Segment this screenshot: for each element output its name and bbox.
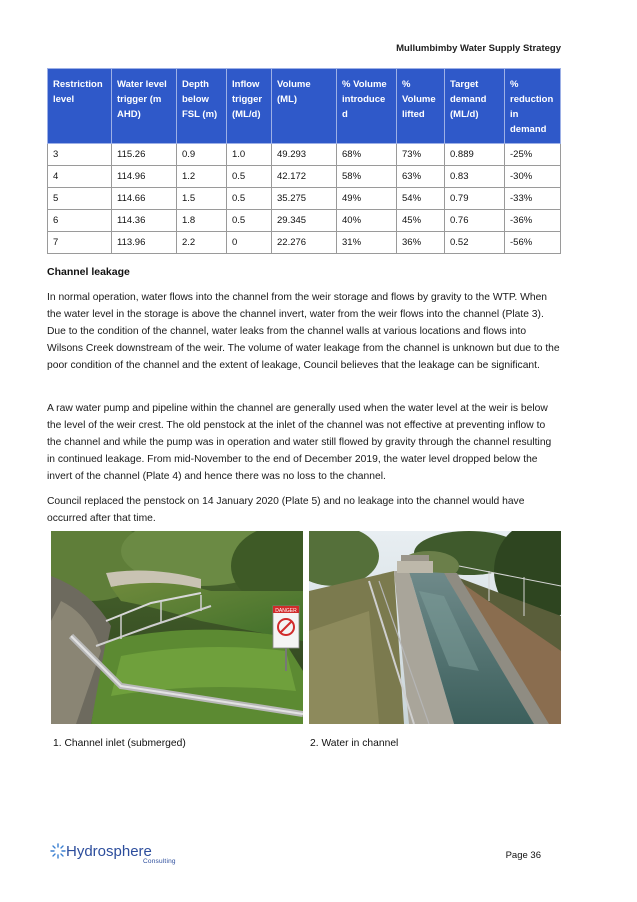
table-cell: 45% <box>397 210 445 232</box>
table-cell: 4 <box>48 166 112 188</box>
table-row <box>48 210 561 232</box>
table-cell: 49.293 <box>272 144 337 166</box>
table-cell: -25% <box>505 144 561 166</box>
table-cell: 0.5 <box>227 166 272 188</box>
restriction-levels-table <box>47 68 560 254</box>
table-cell: 1.5 <box>177 188 227 210</box>
table-row <box>48 166 561 188</box>
table-cell: 0.889 <box>445 144 505 166</box>
table-cell: 5 <box>48 188 112 210</box>
photo-caption-right: 2. Water in channel <box>310 738 399 749</box>
table-cell: 1.8 <box>177 210 227 232</box>
column-header: % Volume introduce d <box>337 69 397 144</box>
table-cell: 35.275 <box>272 188 337 210</box>
column-header: Depth below FSL (m) <box>177 69 227 144</box>
table-cell: 42.172 <box>272 166 337 188</box>
table-cell: 22.276 <box>272 232 337 254</box>
hydrosphere-logo <box>50 842 176 865</box>
photo-caption-left: 1. Channel inlet (submerged) <box>53 738 186 749</box>
table-cell: -56% <box>505 232 561 254</box>
body-paragraph: In normal operation, water flows into the channel from the weir storage and flows by gravity to the WTP. When the water level in the storage is above the channel invert, water from the weir flows into the channel (Plate 3). Due to the condition of the channel, water leaks from the channel walls at various locations and flows into Wilsons Creek downstream of the weir. The volume of water leakage from the channel is unknown but due to the poor condition of the channel and the extent of leakage, Council believes that the leakage can be significant. <box>47 292 560 371</box>
table-cell: 40% <box>337 210 397 232</box>
sunburst-icon <box>50 843 66 859</box>
table-cell: 2.2 <box>177 232 227 254</box>
table-cell: 1.0 <box>227 144 272 166</box>
page-number: Page 36 <box>505 850 541 861</box>
column-header: Restriction level <box>48 69 112 144</box>
table-cell: 31% <box>337 232 397 254</box>
table-cell: 63% <box>397 166 445 188</box>
table-cell: -33% <box>505 188 561 210</box>
table-cell: 3 <box>48 144 112 166</box>
table-cell: 115.26 <box>112 144 177 166</box>
table-cell: 0.5 <box>227 210 272 232</box>
table-cell: 49% <box>337 188 397 210</box>
table-cell: 0 <box>227 232 272 254</box>
column-header: Water level trigger (m AHD) <box>112 69 177 144</box>
water-in-channel-photo <box>309 531 561 724</box>
body-paragraph: Council replaced the penstock on 14 January 2020 (Plate 5) and no leakage into the channel would have occurred after that time. <box>47 496 525 524</box>
table-cell: 58% <box>337 166 397 188</box>
column-header: % Volume lifted <box>397 69 445 144</box>
column-header: Target demand (ML/d) <box>445 69 505 144</box>
table-cell: 0.79 <box>445 188 505 210</box>
table-cell: 29.345 <box>272 210 337 232</box>
channel-inlet-photo <box>51 531 303 724</box>
table-cell: 1.2 <box>177 166 227 188</box>
table-cell: 0.5 <box>227 188 272 210</box>
document-header-title: Mullumbimby Water Supply Strategy <box>396 43 561 54</box>
table-cell: -30% <box>505 166 561 188</box>
body-paragraph: A raw water pump and pipeline within the channel are generally used when the water level at the weir is below the level of the weir crest. The old penstock at the inlet of the channel was not effective at preventing inflow to the channel and while the pump was in operation and water still flowed by gravity through the channel resulting in continued leakage. From mid-November to the end of December 2019, the water level dropped below the invert of the channel (Plate 4) and hence there was no loss to the channel. <box>47 403 552 482</box>
logo-subtitle: Consulting <box>143 858 176 865</box>
table-cell: 0.52 <box>445 232 505 254</box>
table-row <box>48 144 561 166</box>
table-cell: 0.83 <box>445 166 505 188</box>
table-cell: 0.76 <box>445 210 505 232</box>
table-cell: 7 <box>48 232 112 254</box>
table-cell: 114.36 <box>112 210 177 232</box>
table-cell: 113.96 <box>112 232 177 254</box>
danger-sign-text: DANGER <box>275 608 297 614</box>
table-cell: 73% <box>397 144 445 166</box>
table-cell: 114.66 <box>112 188 177 210</box>
table-cell: -36% <box>505 210 561 232</box>
section-heading: Channel leakage <box>47 266 130 278</box>
table-row <box>48 188 561 210</box>
logo-name: Hydrosphere <box>66 842 152 860</box>
column-header: Inflow trigger (ML/d) <box>227 69 272 144</box>
table-row <box>48 232 561 254</box>
column-header: % reduction in demand <box>505 69 561 144</box>
table-cell: 114.96 <box>112 166 177 188</box>
table-cell: 6 <box>48 210 112 232</box>
table-cell: 54% <box>397 188 445 210</box>
column-header: Volume (ML) <box>272 69 337 144</box>
table-header-row <box>48 69 561 144</box>
table-cell: 0.9 <box>177 144 227 166</box>
table-cell: 36% <box>397 232 445 254</box>
table-cell: 68% <box>337 144 397 166</box>
